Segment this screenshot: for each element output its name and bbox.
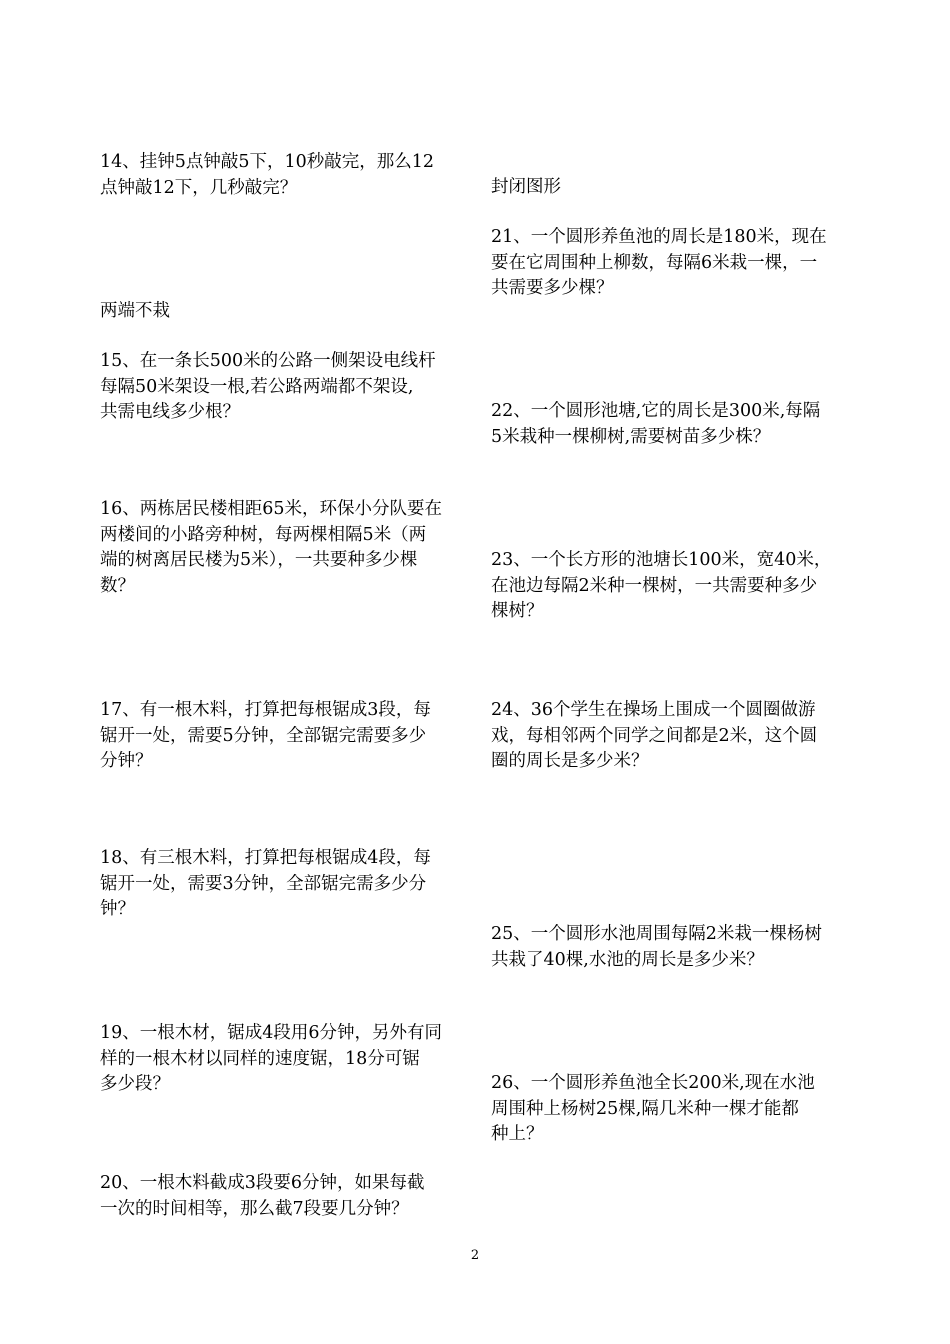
page-number: 2 bbox=[470, 1248, 480, 1263]
question-21: 21、一个圆形养鱼池的周长是180米，现在 要在它周围种上柳数，每隔6米栽一棵，一 共需要多少棵？ bbox=[491, 227, 827, 298]
question-24: 24、36个学生在操场上围成一个圆圈做游 戏，每相邻两个同学之间都是2米，这个圆 圈的周长是多少米？ bbox=[491, 700, 818, 771]
question-14: 14、挂钟5点钟敲5下，10秒敲完，那么12 点钟敲12下，几秒敲完？ bbox=[100, 152, 435, 198]
question-23: 23、一个长方形的池塘长100米，宽40米， 在池边每隔2米种一棵树，一共需要种多少 棵树？ bbox=[491, 550, 832, 621]
question-26: 26、一个圆形养鱼池全长200米,现在水池 周围种上杨树25棵,隔几米种一棵才能都 种上？ bbox=[491, 1073, 815, 1144]
question-22: 22、一个圆形池塘,它的周长是300米,每隔 5米栽种一棵柳树,需要树苗多少株？ bbox=[491, 401, 821, 447]
section-heading-both-ends: 两端不栽 bbox=[100, 301, 170, 321]
question-19: 19、一根木材，锯成4段用6分钟，另外有同 样的一根木材以同样的速度锯，18分可锯 多少段？ bbox=[100, 1023, 443, 1094]
question-17: 17、有一根木料，打算把每根锯成3段，每 锯开一处，需要5分钟，全部锯完需要多少 分钟？ bbox=[100, 700, 431, 771]
section-heading-closed-shape: 封闭图形 bbox=[491, 177, 561, 197]
question-15: 15、在一条长500米的公路一侧架设电线杆 每隔50米架设一根,若公路两端都不架设, 共需电线多少根？ bbox=[100, 351, 436, 422]
question-16: 16、两栋居民楼相距65米，环保小分队要在 两楼间的小路旁种树，每两棵相隔5米（两 端的树离居民楼为5米），一共要种多少棵 数？ bbox=[100, 499, 443, 596]
question-18: 18、有三根木料，打算把每根锯成4段，每 锯开一处，需要3分钟，全部锯完需多少分 钟？ bbox=[100, 848, 431, 919]
question-25: 25、一个圆形水池周围每隔2米栽一棵杨树 共栽了40棵,水池的周长是多少米？ bbox=[491, 924, 822, 970]
question-20: 20、一根木料截成3段要6分钟，如果每截 一次的时间相等，那么截7段要几分钟？ bbox=[100, 1173, 425, 1219]
